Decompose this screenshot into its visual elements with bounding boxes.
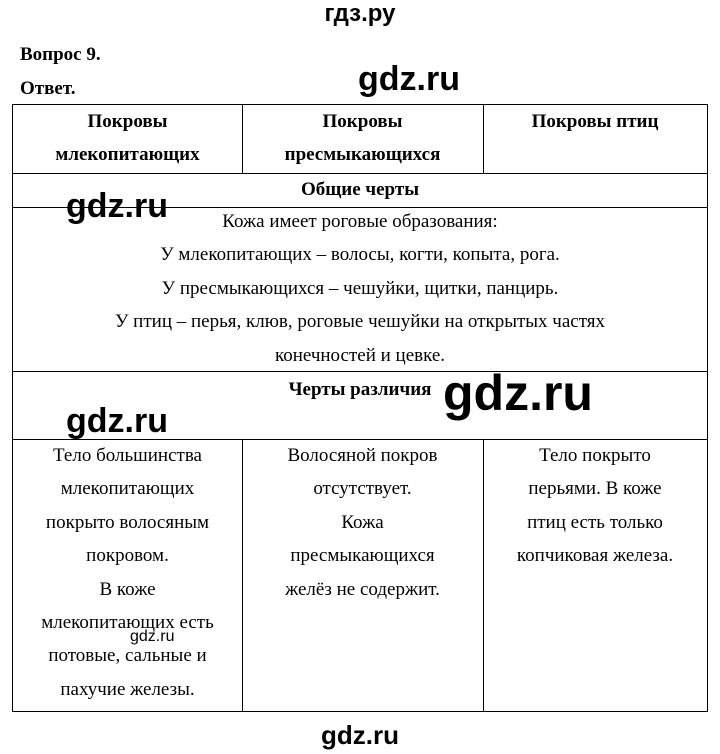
text-line: У млекопитающих – волосы, когти, копыта, рога.: [160, 244, 560, 266]
text-line: Тело покрыто: [539, 445, 651, 466]
text-line: У птиц – перья, клюв, роговые чешуйки на открытых частях: [114, 311, 605, 333]
header-reptiles: [242, 105, 483, 171]
header-line: Покровы: [322, 111, 403, 132]
site-header: гдз.ру: [324, 0, 396, 27]
footer-watermark: gdz.ru: [321, 720, 399, 750]
header-birds: [483, 105, 707, 138]
text-line: У пресмыкающихся – чешуйки, щитки, панцирь.: [161, 277, 559, 299]
watermark: gdz.ru: [443, 365, 593, 421]
text-line: желёз не содержит.: [285, 578, 440, 600]
watermark: gdz.ru: [130, 628, 175, 645]
header-line: Покровы птиц: [531, 111, 659, 132]
header-line: пресмыкающихся: [284, 144, 441, 165]
text-line: покрыто волосяным: [45, 511, 210, 533]
common-features-title: Общие черты: [300, 179, 420, 200]
text-line: копчиковая железа.: [516, 545, 674, 567]
question-label: Вопрос 9.: [20, 44, 101, 65]
text-line: В коже: [99, 578, 156, 600]
watermark: gdz.ru: [358, 60, 460, 98]
text-line: Кожа: [341, 511, 384, 533]
text-line: пресмыкающихся: [290, 545, 435, 567]
differences-title: Черты различия: [288, 379, 432, 400]
text-line: млекопитающих есть: [41, 612, 214, 634]
text-line: пахучие железы.: [60, 678, 195, 700]
text-line: Тело большинства: [53, 445, 202, 466]
header-mammals: [13, 105, 242, 171]
birds-differences: [483, 439, 707, 573]
common-features-text: [13, 205, 707, 372]
watermark: gdz.ru: [66, 187, 168, 225]
text-line: потовые, сальные и: [48, 645, 207, 667]
text-line: птиц есть только: [527, 511, 663, 533]
header-line: Покровы: [87, 111, 168, 132]
text-line: покровом.: [86, 545, 169, 567]
mammals-differences: [13, 439, 242, 706]
header-line: млекопитающих: [55, 144, 200, 165]
text-line: млекопитающих: [60, 478, 195, 500]
text-line: отсутствует.: [313, 478, 412, 500]
watermark: gdz.ru: [66, 402, 168, 440]
text-line: Волосяной покров: [287, 445, 438, 466]
text-line: Кожа имеет роговые образования:: [222, 211, 498, 232]
answer-label: Ответ.: [20, 78, 76, 99]
reptiles-differences: [242, 439, 483, 606]
text-line: перьями. В коже: [528, 478, 662, 500]
text-line: конечностей и цевке.: [274, 344, 446, 366]
